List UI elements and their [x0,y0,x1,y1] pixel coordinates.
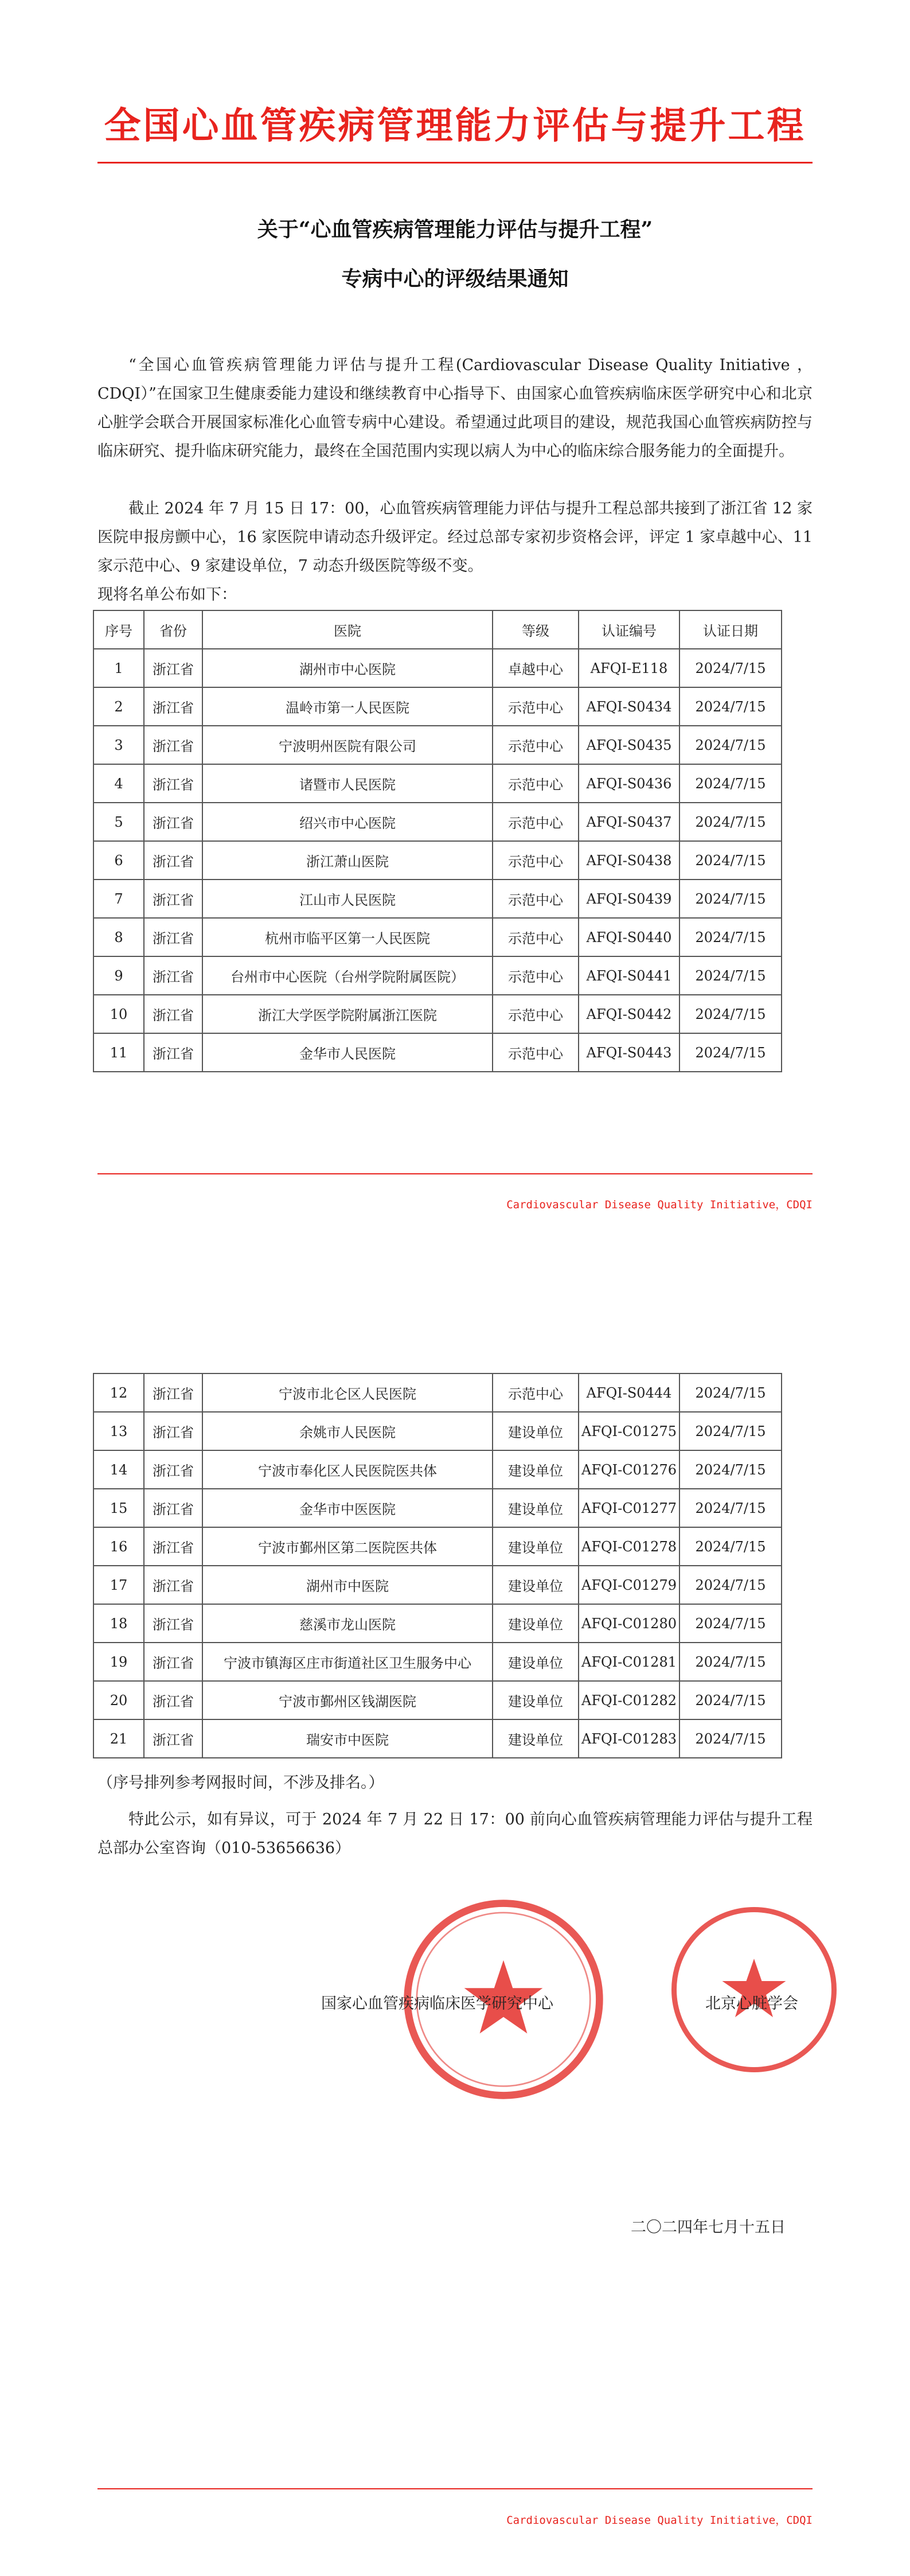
table-body-page1 [93,649,782,1072]
list-intro [97,581,813,609]
closing-paragraph [97,1805,813,1863]
cell-hospital: 宁波市鄞州区钱湖医院 [202,1681,493,1719]
cell-province: 浙江省 [144,1489,202,1527]
cell-cert-number: AFQI-S0435 [579,726,679,764]
cell-hospital: 宁波明州医院有限公司 [202,726,493,764]
cell-level: 示范中心 [493,956,579,995]
cell-cert-number: AFQI-S0434 [579,687,679,726]
table-header-row [93,610,782,649]
cell-province: 浙江省 [144,803,202,841]
ranking-note: （序号排列参考网报时间，不涉及排名。） [97,1774,384,1792]
table-row [93,1719,782,1758]
table-row [93,764,782,803]
cell-cert-number: AFQI-C01283 [579,1719,679,1758]
cell-province: 浙江省 [144,841,202,880]
cell-level: 建设单位 [493,1604,579,1643]
cell-cert-date: 2024/7/15 [679,649,782,687]
cell-cert-number: AFQI-C01282 [579,1681,679,1719]
cell-province: 浙江省 [144,1566,202,1604]
cell-cert-number: AFQI-C01279 [579,1566,679,1604]
footer-divider-page1 [97,1173,813,1174]
cell-cert-number: AFQI-C01276 [579,1450,679,1489]
cell-cert-date: 2024/7/15 [679,1373,782,1412]
header-title: 全国心血管疾病管理能力评估与提升工程 [104,105,806,147]
notice-title-line2: 专病中心的评级结果通知 [341,267,569,291]
table-row [93,1033,782,1072]
table-row [93,918,782,956]
cell-cert-date: 2024/7/15 [679,1643,782,1681]
cell-province: 浙江省 [144,995,202,1033]
cell-level: 卓越中心 [493,649,579,687]
cell-province: 浙江省 [144,687,202,726]
cell-province: 浙江省 [144,1604,202,1643]
cell-index: 8 [93,918,144,956]
table-row [93,1412,782,1450]
cell-cert-number: AFQI-C01277 [579,1489,679,1527]
table-row [93,880,782,918]
cell-cert-date: 2024/7/15 [679,956,782,995]
cell-cert-date: 2024/7/15 [679,995,782,1033]
intro-paragraph [97,351,813,466]
cell-hospital: 金华市人民医院 [202,1033,493,1072]
cell-hospital: 台州市中心医院（台州学院附属医院） [202,956,493,995]
cell-cert-number: AFQI-S0443 [579,1033,679,1072]
signature-org1: 国家心血管疾病临床医学研究中心 [321,1995,553,2013]
cell-cert-date: 2024/7/15 [679,687,782,726]
cell-level: 示范中心 [493,764,579,803]
cell-cert-date: 2024/7/15 [679,841,782,880]
cell-cert-number: AFQI-S0441 [579,956,679,995]
cell-level: 示范中心 [493,803,579,841]
cell-hospital: 瑞安市中医院 [202,1719,493,1758]
cell-hospital: 余姚市人民医院 [202,1412,493,1450]
cell-hospital: 金华市中医医院 [202,1489,493,1527]
cell-cert-number: AFQI-S0440 [579,918,679,956]
cell-index: 6 [93,841,144,880]
heart-association-seal-icon [668,1904,840,2076]
cell-cert-date: 2024/7/15 [679,1033,782,1072]
cell-hospital: 宁波市北仑区人民医院 [202,1373,493,1412]
cell-index: 4 [93,764,144,803]
cell-index: 12 [93,1373,144,1412]
table-row [93,1643,782,1681]
cell-cert-date: 2024/7/15 [679,1566,782,1604]
cell-cert-number: AFQI-E118 [579,649,679,687]
cell-level: 示范中心 [493,880,579,918]
cell-index: 1 [93,649,144,687]
cell-cert-number: AFQI-S0444 [579,1373,679,1412]
cell-cert-date: 2024/7/15 [679,1412,782,1450]
cell-index: 18 [93,1604,144,1643]
cell-cert-number: AFQI-C01275 [579,1412,679,1450]
cell-cert-date: 2024/7/15 [679,1489,782,1527]
cell-cert-date: 2024/7/15 [679,1681,782,1719]
cell-cert-date: 2024/7/15 [679,1604,782,1643]
result-paragraph [97,495,813,581]
footer-text-page2: Cardiovascular Disease Quality Initiative，CDQI [506,2514,813,2527]
table-row [93,1604,782,1643]
cell-hospital: 慈溪市龙山医院 [202,1604,493,1643]
cell-province: 浙江省 [144,649,202,687]
notice-title-line1: 关于“心血管疾病管理能力评估与提升工程” [257,217,653,242]
cell-level: 建设单位 [493,1719,579,1758]
table-row [93,687,782,726]
cell-cert-date: 2024/7/15 [679,1450,782,1489]
cell-index: 10 [93,995,144,1033]
cell-cert-date: 2024/7/15 [679,726,782,764]
cell-index: 9 [93,956,144,995]
list-intro-text: 现将名单公布如下： [97,586,237,604]
cell-cert-number: AFQI-C01280 [579,1604,679,1643]
result-paragraph-text: 截止 2024 年 7 月 15 日 17：00，心血管疾病管理能力评估与提升工程总部共接到了浙江省 12 家医院申报房颤中心，16 家医院申请动态升级评定。经过总部专家初步资格会评，评定 1 家卓越中心、11 家示范中心、9 家建设单位，7 动态升级医院等级不变。 [97,500,813,575]
cell-province: 浙江省 [144,1681,202,1719]
cell-province: 浙江省 [144,764,202,803]
cell-province: 浙江省 [144,1527,202,1566]
cell-cert-number: AFQI-S0437 [579,803,679,841]
cell-hospital: 湖州市中医院 [202,1566,493,1604]
cell-index: 21 [93,1719,144,1758]
cell-province: 浙江省 [144,1643,202,1681]
cell-index: 3 [93,726,144,764]
cell-province: 浙江省 [144,956,202,995]
cell-level: 建设单位 [493,1681,579,1719]
cell-index: 7 [93,880,144,918]
cell-level: 示范中心 [493,1033,579,1072]
cell-hospital: 诸暨市人民医院 [202,764,493,803]
cell-hospital: 湖州市中心医院 [202,649,493,687]
cell-level: 建设单位 [493,1450,579,1489]
intro-paragraph-text: “全国心血管疾病管理能力评估与提升工程(Cardiovascular Disease Quality Initiative ，CDQI）”在国家卫生健康委能力建设和继续教育中心指导下、由国家心血管疾病临床医学研究中心和北京心脏学会联合开展国家标准化心血管专病中心建设。希望通过此项目的建设，规范我国心血管疾病防控与临床研究、提升临床研究能力，最终在全国范围内实现以病人为中心的临床综合服务能力的全面提升。 [97,356,813,460]
cell-cert-number: AFQI-S0439 [579,880,679,918]
cell-cert-date: 2024/7/15 [679,1719,782,1758]
table-row [93,1527,782,1566]
results-table-page2 [93,1373,782,1758]
cell-province: 浙江省 [144,726,202,764]
header-hospital: 医院 [202,610,493,649]
cell-cert-number: AFQI-S0438 [579,841,679,880]
cell-hospital: 宁波市鄞州区第二医院医共体 [202,1527,493,1566]
cell-level: 建设单位 [493,1412,579,1450]
cell-hospital: 宁波市镇海区庄市街道社区卫生服务中心 [202,1643,493,1681]
table-row [93,1566,782,1604]
table-row [93,1450,782,1489]
table-row [93,1489,782,1527]
cell-cert-date: 2024/7/15 [679,1527,782,1566]
table-row [93,726,782,764]
table-row [93,649,782,687]
cell-hospital: 温岭市第一人民医院 [202,687,493,726]
cell-hospital: 绍兴市中心医院 [202,803,493,841]
footer-text-page1: Cardiovascular Disease Quality Initiative，CDQI [506,1198,813,1211]
cell-index: 13 [93,1412,144,1450]
cell-level: 建设单位 [493,1489,579,1527]
cell-province: 浙江省 [144,1412,202,1450]
cell-level: 示范中心 [493,687,579,726]
cell-hospital: 杭州市临平区第一人民医院 [202,918,493,956]
cell-cert-number: AFQI-C01278 [579,1527,679,1566]
cell-index: 19 [93,1643,144,1681]
cell-cert-date: 2024/7/15 [679,764,782,803]
table-row [93,1373,782,1412]
cell-index: 14 [93,1450,144,1489]
cell-index: 16 [93,1527,144,1566]
footer-divider-page2 [97,2488,813,2489]
cell-level: 示范中心 [493,726,579,764]
cell-level: 建设单位 [493,1566,579,1604]
cell-province: 浙江省 [144,1719,202,1758]
cell-cert-date: 2024/7/15 [679,803,782,841]
cell-index: 5 [93,803,144,841]
cell-province: 浙江省 [144,880,202,918]
results-table-page1 [93,610,782,1072]
cell-index: 2 [93,687,144,726]
cell-province: 浙江省 [144,1373,202,1412]
cell-index: 17 [93,1566,144,1604]
cell-index: 11 [93,1033,144,1072]
cell-level: 示范中心 [493,918,579,956]
cell-hospital: 浙江萧山医院 [202,841,493,880]
cell-level: 建设单位 [493,1643,579,1681]
cell-hospital: 浙江大学医学院附属浙江医院 [202,995,493,1033]
cell-index: 20 [93,1681,144,1719]
table-body-page2 [93,1373,782,1758]
header-cert-date: 认证日期 [679,610,782,649]
header-level: 等级 [493,610,579,649]
table-row [93,1681,782,1719]
cell-hospital: 江山市人民医院 [202,880,493,918]
table-row [93,841,782,880]
header-cert-number: 认证编号 [579,610,679,649]
cell-level: 示范中心 [493,1373,579,1412]
cell-province: 浙江省 [144,1033,202,1072]
cell-hospital: 宁波市奉化区人民医院医共体 [202,1450,493,1489]
signature-org2: 北京心脏学会 [705,1995,798,2013]
cell-index: 15 [93,1489,144,1527]
table-row [93,803,782,841]
cell-cert-number: AFQI-S0436 [579,764,679,803]
cell-cert-number: AFQI-S0442 [579,995,679,1033]
header-province: 省份 [144,610,202,649]
cell-level: 示范中心 [493,995,579,1033]
signature-date: 二〇二四年七月十五日 [631,2219,786,2236]
cell-cert-date: 2024/7/15 [679,880,782,918]
cell-cert-date: 2024/7/15 [679,918,782,956]
header-divider [97,162,813,164]
cell-province: 浙江省 [144,1450,202,1489]
table-row [93,995,782,1033]
cell-province: 浙江省 [144,918,202,956]
header-index: 序号 [93,610,144,649]
cell-level: 建设单位 [493,1527,579,1566]
cell-level: 示范中心 [493,841,579,880]
cell-cert-number: AFQI-C01281 [579,1643,679,1681]
table-row [93,956,782,995]
closing-paragraph-text: 特此公示，如有异议，可于 2024 年 7 月 22 日 17：00 前向心血管疾病管理能力评估与提升工程总部办公室咨询（010-53656636） [97,1811,813,1857]
